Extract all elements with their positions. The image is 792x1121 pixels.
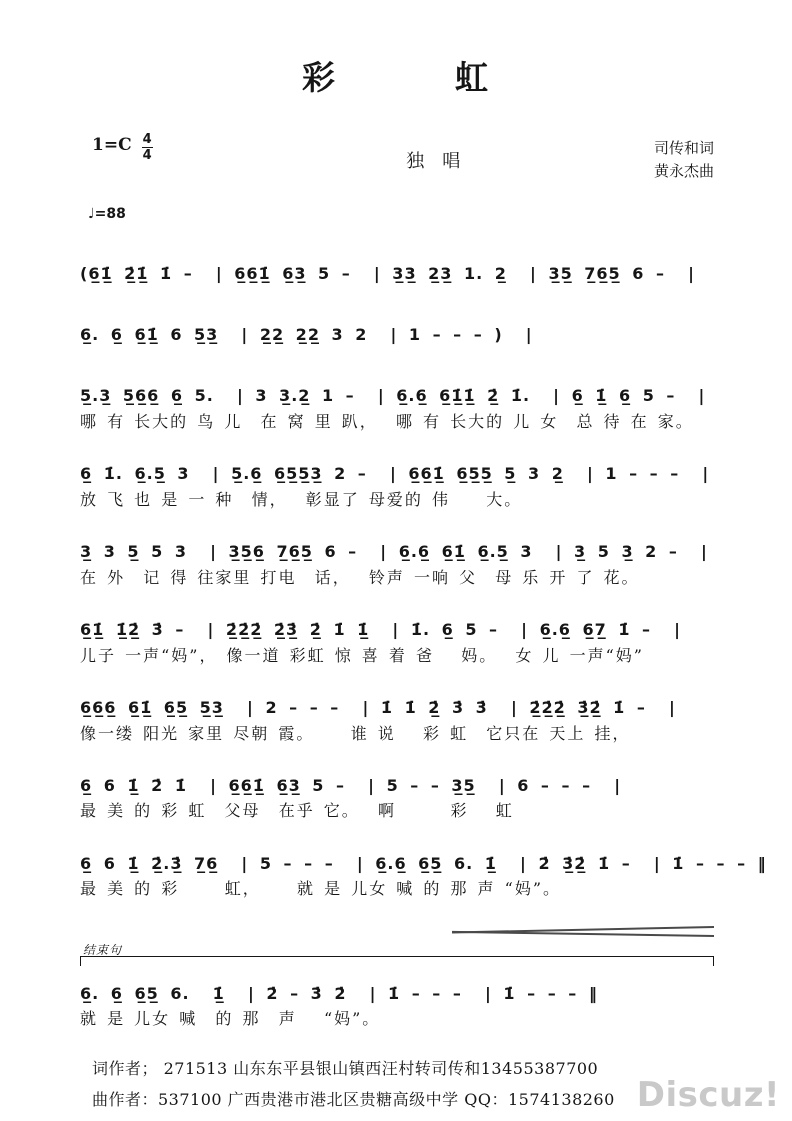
score-body [80, 262, 767, 1030]
key-label: 1=C [92, 135, 132, 155]
notation-line-2: 6̲. 6̲ 6̲1̲̇ 6 5̲3̲ | 2̲2̲ 2̲2̲ 3 2 | 1 – – – ) | [80, 325, 533, 345]
time-signature [142, 133, 153, 162]
composer-credit: 黄永杰曲 [653, 161, 714, 180]
notation-line-1: (6̲1̲̇ 2̲̇1̲̇ 1̇ – | 6̲6̲1̲̇ 6̲3̲ 5 – | 3̲3̲ 2̲3̲ 1. 2̲ | 3̲5̲ 7̲6̲5̲ 6 – | [80, 264, 695, 283]
ending-section [80, 940, 714, 1030]
lyrics-line-9: 最 美 的 彩 虹， 就 是 儿女 喊 的 那 声 “妈”。 [80, 879, 561, 899]
music-system-3 [80, 384, 714, 432]
music-system-9 [80, 852, 767, 900]
meta-row [92, 132, 714, 182]
lyrics-line-4: 放 飞 也 是 一 种 情， 彰显了 母爱的 伟 大。 [80, 489, 523, 509]
notation-line-8: 6̲ 6 1̲̇ 2̇ 1̇ | 6̲6̲1̲̇ 6̲3̲ 5 – | 5 – – 3̲5̲ | 6 – – – | [80, 776, 622, 796]
notation-line-4: 6̲ 1̇. 6̲.5̲ 3 | 5̲.6̲ 6̲5̲5̲3̲ 2 – | 6̲6̲1̲̇ 6̲5̲5̲ 5̲ 3 2̲ | 1 – – – | [80, 464, 710, 484]
notation-line-10: 6̲. 6̲ 6̲5̲ 6. 1̲̇ | 2̇ – 3̇ 2̇ | 1̇ – – – | 1̇ – – – ‖ [80, 984, 598, 1004]
notation-line-9: 6̲ 6 1̲̇ 2̲̇.3̲̇ 7̲6̲ | 5 – – – | 6̲.6̲ 6̲5̲ 6. 1̲̇ | 2̇ 3̲̇2̲̇ 1̇ – | 1̇ – – – ‖ [80, 854, 767, 874]
music-system-4 [80, 462, 714, 510]
performance-type: 独 唱 [406, 151, 461, 172]
notation-line-3: 5̲.3̲ 5̲6̲6̲ 6̲ 5. | 3 3̲.2̲ 1 – | 6̲.6̲ 6̲1̲̇1̲̇ 2̲̇ 1̇. | 6̲ 1̲̇ 6̲ 5 – | [80, 386, 706, 406]
lyrics-line-3: 哪 有 长大的 鸟 儿 在 窝 里 趴， 哪 有 长大的 儿 女 总 待 在 家。 [80, 411, 694, 431]
notation-line-7: 6̲6̲6̲ 6̲1̲̇ 6̲5̲ 5̲3̲ | 2 – – – | 1̇ 1̇ 2̲̇ 3̇ 3̇ | 2̲̇2̲̇2̲̇ 3̲̇2̲̇ 1̇ – | [80, 698, 676, 718]
lyrics-line-6: 儿子 一声“妈”， 像一道 彩虹 惊 喜 着 爸 妈。 女 儿 一声“妈” [80, 645, 644, 665]
song-title [0, 0, 792, 99]
music-system-7 [80, 696, 714, 744]
music-system-2 [80, 323, 714, 346]
time-signature-top: 4 [142, 132, 152, 147]
music-system-10 [80, 982, 714, 1030]
notation-line-6: 6̲1̲̇ 1̲̇2̲̇ 3̇ – | 2̲̇2̲̇2̲̇ 2̲̇3̲̇ 2̲̇ 1̇ 1̲̇ | 1̇. 6̲ 5 – | 6̲.6̲ 6̲7̲ 1̇ – | [80, 620, 682, 640]
decorative-line-2 [452, 931, 714, 937]
music-system-1 [80, 262, 714, 285]
ending-label: 结束句 [83, 943, 123, 958]
ending-bracket [80, 956, 714, 966]
music-system-5 [80, 540, 714, 588]
song-title-char-2: 虹 [455, 58, 490, 97]
lyricist-contact: 词作者； 271513 山东东平县银山镇西汪村转司传和13455387700 [92, 1059, 599, 1079]
discuz-watermark: Discuz! [636, 1075, 780, 1115]
tempo-marking: ♩=88 [88, 206, 126, 222]
lyrics-line-8: 最 美 的 彩 虹 父母 在乎 它。 啊 彩 虹 [80, 801, 514, 821]
time-signature-bottom: 4 [142, 148, 152, 163]
music-system-8 [80, 774, 714, 822]
key-signature [92, 132, 153, 163]
song-title-char-1: 彩 [302, 58, 337, 97]
music-system-6 [80, 618, 714, 666]
composer-contact: 曲作者：537100 广西贵港市港北区贵糖高级中学 QQ：1574138260 [92, 1089, 615, 1109]
credits [654, 137, 714, 182]
lyrics-line-5: 在 外 记 得 往家里 打电 话， 铃声 一响 父 母 乐 开 了 花。 [80, 567, 640, 587]
lyricist-credit: 司传和词 [653, 139, 714, 157]
lyrics-line-10: 就 是 儿女 喊 的 那 声 “妈”。 [80, 1009, 381, 1029]
lyrics-line-7: 像一缕 阳光 家里 尽朝 霞。 谁 说 彩 虹 它只在 天上 挂， [80, 723, 631, 743]
notation-line-5: 3̲ 3 5̲ 5 3 | 3̲5̲6̲ 7̲6̲5̲ 6 – | 6̲.6̲ 6̲1̲̇ 6̲.5̲ 3 | 3̲ 5 3̲ 2 – | [80, 542, 708, 562]
